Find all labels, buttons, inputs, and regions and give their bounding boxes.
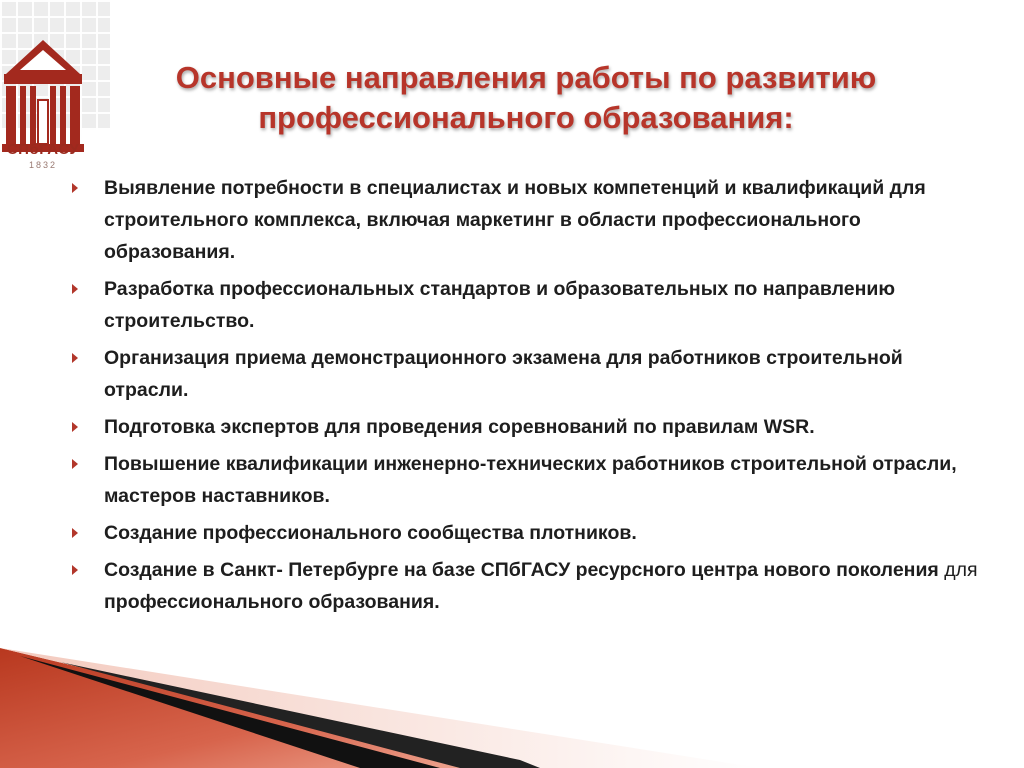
bullet-arrow-icon: [72, 422, 78, 432]
logo-abbreviation: СПбГАСУ: [6, 141, 80, 158]
list-item-text: Подготовка экспертов для проведения соревнований по правилам WSR.: [104, 416, 815, 438]
list-item: [68, 411, 978, 443]
bullet-arrow-icon: [72, 353, 78, 363]
list-item-text: Разработка профессиональных стандартов и образовательных по направлению строительство.: [104, 278, 896, 332]
list-item: [68, 517, 978, 549]
bullet-arrow-icon: [72, 528, 78, 538]
slide-title: [96, 58, 956, 138]
list-item: [68, 448, 978, 512]
list-item: [68, 172, 978, 268]
list-item: [68, 273, 978, 337]
list-item: [68, 342, 978, 406]
bullet-arrow-icon: [72, 284, 78, 294]
directions-list: [68, 172, 978, 623]
list-item-text: Организация приема демонстрационного экзамена для работников строительной отрасли.: [104, 347, 903, 401]
logo-year: 1832: [28, 160, 58, 170]
decorative-bottom-swoosh: [0, 640, 1024, 768]
list-item-text: Выявление потребности в специалистах и новых компетенций и квалификаций для строительного комплекса, включая маркетинг в области профессионального образования.: [104, 177, 926, 263]
bullet-arrow-icon: [72, 459, 78, 469]
list-item-text-part-2: для: [944, 559, 978, 581]
list-item-text: Создание профессионального сообщества плотников.: [104, 522, 637, 544]
bullet-arrow-icon: [72, 565, 78, 575]
bullet-arrow-icon: [72, 183, 78, 193]
list-item-text-part-3: профессионального образования.: [104, 591, 440, 613]
list-item-text-part-1: Создание в Санкт- Петербурге на базе СПбГАСУ ресурсного центра нового поколения: [104, 559, 945, 581]
list-item: [68, 554, 978, 618]
slide-title-line-1: Основные направления работы по развитию: [175, 60, 877, 95]
slide-title-line-2: профессионального образования:: [258, 100, 794, 135]
list-item-text: Повышение квалификации инженерно-технических работников строительной отрасли, мастеров наставников.: [104, 453, 957, 507]
